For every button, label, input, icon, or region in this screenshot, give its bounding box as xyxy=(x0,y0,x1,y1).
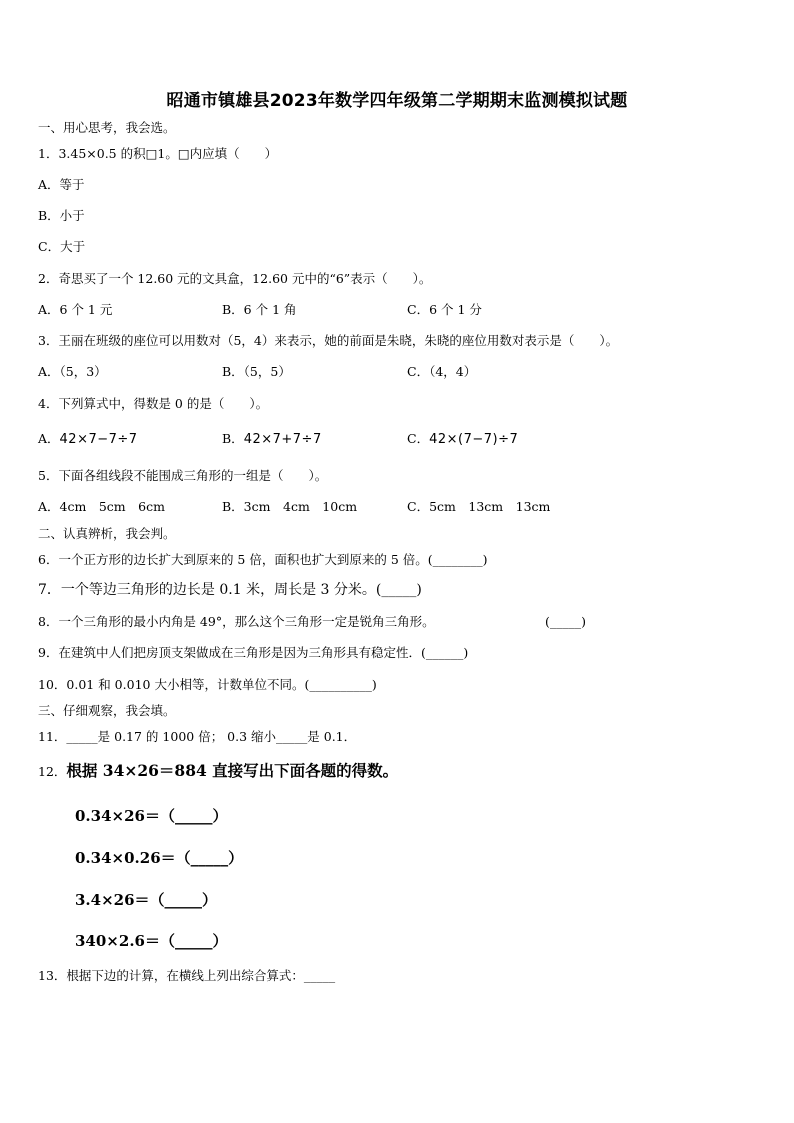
question-5-option-b: B．3cm 4cm 10cm xyxy=(222,499,358,514)
question-12 xyxy=(38,763,398,780)
question-4-option-a xyxy=(38,431,138,448)
question-4: 4．下列算式中，得数是 0 的是（ ）。 xyxy=(38,396,269,411)
option-a-label: A． xyxy=(38,431,60,446)
question-6: 6．一个正方形的边长扩大到原来的 5 倍，面积也扩大到原来的 5 倍。(________) xyxy=(38,552,488,567)
question-5-option-a: A．4cm 5cm 6cm xyxy=(38,499,165,514)
question-12-number: 12． xyxy=(38,764,67,779)
question-12-text: 根据 34×26＝884 直接写出下面各题的得数。 xyxy=(66,761,399,780)
question-4-option-c xyxy=(407,431,518,448)
question-4-option-b xyxy=(222,431,322,448)
question-1-option-b: B．小于 xyxy=(38,208,85,223)
question-2-option-b: B．6 个 1 角 xyxy=(222,302,297,317)
question-7: 7．一个等边三角形的边长是 0.1 米，周长是 3 分米。(_____) xyxy=(38,582,422,598)
question-3: 3．王丽在班级的座位可以用数对（5，4）来表示，她的前面是朱晓，朱晓的座位用数对表示是（ ）。 xyxy=(38,333,619,348)
question-8: 8．一个三角形的最小内角是 49°，那么这个三角形一定是锐角三角形。 xyxy=(38,614,435,629)
question-5-option-c: C．5cm 13cm 13cm xyxy=(407,499,551,514)
question-3-option-b: B．（5，5） xyxy=(222,364,291,379)
option-b-label: B． xyxy=(222,431,244,446)
section-2-heading: 二、认真辨析，我会判。 xyxy=(38,526,176,541)
option-b-expression: 42×7+7÷7 xyxy=(243,432,322,447)
question-13: 13．根据下边的计算，在横线上列出综合算式：_____ xyxy=(38,968,336,983)
question-2-option-a: A．6 个 1 元 xyxy=(38,302,113,317)
question-12-item-2: 0.34×0.26＝（_____） xyxy=(75,849,244,867)
question-10: 10．0.01 和 0.010 大小相等，计数单位不同。(__________) xyxy=(38,677,377,692)
question-9: 9．在建筑中人们把房顶支架做成在三角形是因为三角形具有稳定性．(______) xyxy=(38,645,469,660)
option-a-expression: 42×7−7÷7 xyxy=(59,432,138,447)
question-2-option-c: C．6 个 1 分 xyxy=(407,302,482,317)
question-1-option-a: A．等于 xyxy=(38,177,85,192)
page-title: 昭通市镇雄县2023年数学四年级第二学期期末监测模拟试题 xyxy=(166,91,628,111)
question-5: 5．下面各组线段不能围成三角形的一组是（ ）。 xyxy=(38,468,328,483)
question-8-answer-blank[interactable]: (_____) xyxy=(545,614,587,629)
question-2: 2．奇思买了一个 12.60 元的文具盒，12.60 元中的“6”表示（ ）。 xyxy=(38,271,432,286)
question-3-option-c: C．（4，4） xyxy=(407,364,477,379)
option-c-label: C． xyxy=(407,431,430,446)
question-12-item-3: 3.4×26＝（_____） xyxy=(75,891,218,909)
option-c-expression: 42×(7−7)÷7 xyxy=(429,432,519,447)
question-1-option-c: C．大于 xyxy=(38,239,86,254)
question-12-item-4: 340×2.6＝（_____） xyxy=(75,932,228,950)
section-3-heading: 三、仔细观察，我会填。 xyxy=(38,703,176,718)
question-1: 1．3.45×0.5 的积□1。□内应填（ ） xyxy=(38,146,278,161)
section-1-heading: 一、用心思考，我会选。 xyxy=(38,120,176,135)
question-11: 11．_____是 0.17 的 1000 倍； 0.3 缩小_____是 0.1． xyxy=(38,729,357,744)
question-12-item-1: 0.34×26＝（_____） xyxy=(75,807,228,825)
question-3-option-a: A．（5，3） xyxy=(38,364,107,379)
